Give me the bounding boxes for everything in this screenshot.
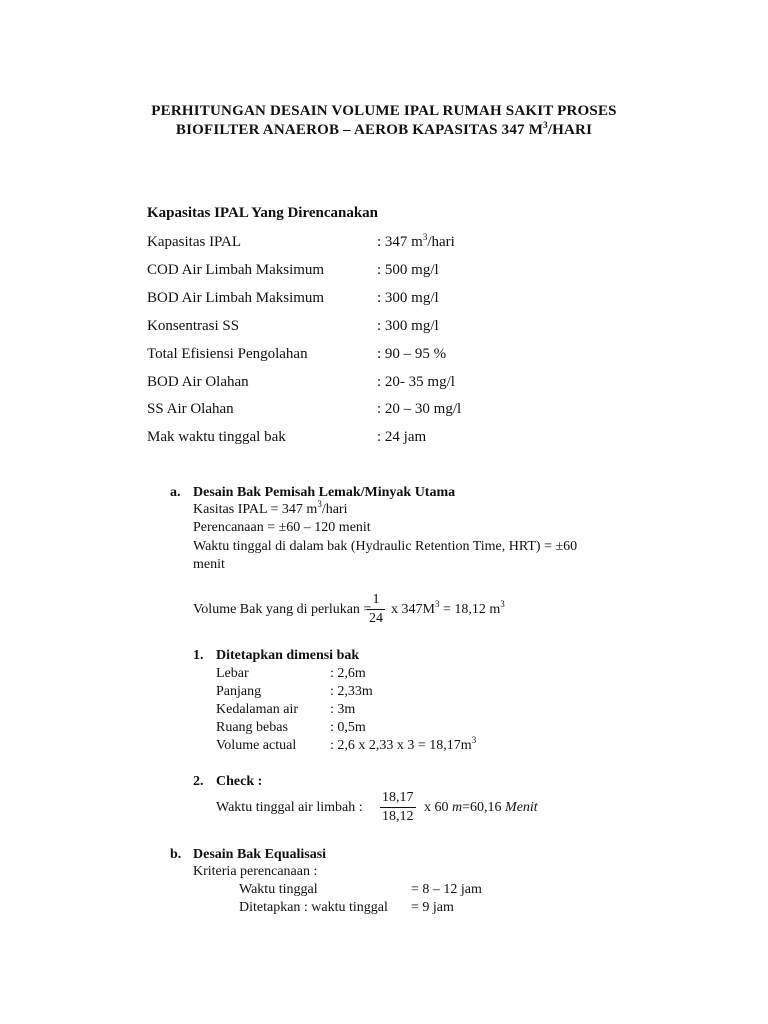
capacity-value: : 500 mg/l (377, 262, 439, 278)
section-b-criteria: Kriteria perencanaan : (193, 864, 318, 879)
capacity-value: : 20 – 30 mg/l (377, 401, 462, 417)
dimension-value (330, 735, 477, 754)
check-fraction (380, 789, 416, 826)
dimension-label: Volume actual (216, 738, 297, 753)
section-b-marker: b. (170, 847, 182, 862)
dimension-label: Ruang bebas (216, 720, 288, 735)
formula-fraction (367, 591, 385, 628)
capacity-superscript: 3 (317, 499, 322, 509)
dimension-value: : 3m (330, 702, 356, 717)
check-variable: m (452, 800, 463, 815)
capacity-label: COD Air Limbah Maksimum (147, 262, 325, 278)
capacity-value: : 90 – 95 % (377, 346, 447, 362)
dimension-value: : 2,33m (330, 684, 373, 699)
criteria-label: Waktu tinggal (239, 882, 318, 897)
title-text-end: /HARI (547, 122, 593, 138)
value-superscript: 3 (422, 232, 428, 242)
capacity-unit: /hari (321, 502, 348, 517)
capacity-value: : 300 mg/l (377, 290, 439, 306)
check-result: =60,16 (462, 800, 506, 815)
capacity-value (377, 234, 455, 251)
section-a-heading: Desain Bak Pemisah Lemak/Minyak Utama (193, 485, 456, 500)
section-a-planning-line: Perencanaan = ±60 – 120 menit (193, 520, 371, 535)
formula-rest (391, 599, 505, 618)
section-b-heading: Desain Bak Equalisasi (193, 847, 327, 862)
capacity-heading: Kapasitas IPAL Yang Direncanakan (147, 205, 379, 221)
section-a-marker: a. (170, 485, 181, 500)
capacity-label: Kapasitas IPAL (147, 234, 242, 250)
fraction-denominator: 18,12 (382, 809, 414, 824)
document-title-line-2 (0, 122, 768, 139)
formula-result: = 18,12 m (442, 602, 501, 617)
section-a-hrt-line-end: menit (193, 557, 225, 572)
volume-actual-superscript: 3 (471, 735, 477, 745)
capacity-label: BOD Air Limbah Maksimum (147, 290, 325, 306)
sub1-marker: 1. (193, 648, 204, 663)
section-a-hrt-line: Waktu tinggal di dalam bak (Hydraulic Retention Time, HRT) = ±60 (193, 539, 578, 554)
check-prefix: Waktu tinggal air limbah : (216, 800, 363, 815)
capacity-label: Konsentrasi SS (147, 318, 240, 334)
capacity-label: Mak waktu tinggal bak (147, 429, 286, 445)
capacity-label: BOD Air Olahan (147, 374, 249, 390)
dimension-value: : 0,5m (330, 720, 366, 735)
capacity-value: : 20- 35 mg/l (377, 374, 455, 390)
section-a-capacity-line (193, 499, 348, 518)
dimension-label: Lebar (216, 666, 249, 681)
capacity-value: : 300 mg/l (377, 318, 439, 334)
fraction-numerator: 18,17 (380, 789, 416, 808)
volume-actual-text: : 2,6 x 2,33 x 3 = 18,17m (330, 738, 472, 753)
capacity-label: Total Efisiensi Pengolahan (147, 346, 308, 362)
capacity-text: Kasitas IPAL = 347 m (193, 502, 318, 517)
dimension-label: Panjang (216, 684, 262, 699)
value-text: : 347 m (377, 234, 423, 250)
document-title-line-1: PERHITUNGAN DESAIN VOLUME IPAL RUMAH SAKIT PROSES (151, 103, 617, 119)
fraction-numerator: 1 (367, 591, 385, 610)
check-multiplier: x 60 (424, 800, 452, 815)
fraction-denominator: 24 (369, 611, 383, 626)
sub2-heading: Check : (216, 774, 263, 789)
dimension-value: : 2,6m (330, 666, 366, 681)
sub1-heading: Ditetapkan dimensi bak (216, 648, 360, 663)
formula-mid-superscript: 3 (434, 599, 440, 609)
sub2-marker: 2. (193, 774, 204, 789)
criteria-label: Ditetapkan : waktu tinggal (239, 900, 388, 915)
title-text: BIOFILTER ANAEROB – AEROB KAPASITAS 347 M (175, 122, 544, 138)
formula-mid: x 347M (391, 602, 435, 617)
capacity-label: SS Air Olahan (147, 401, 234, 417)
criteria-value: = 8 – 12 jam (411, 882, 482, 897)
capacity-value: : 24 jam (377, 429, 427, 445)
formula-result-superscript: 3 (500, 599, 505, 609)
criteria-value: = 9 jam (411, 900, 454, 915)
check-unit: Menit (505, 800, 538, 815)
check-rest (424, 800, 538, 816)
dimension-label: Kedalaman air (216, 702, 299, 717)
formula-prefix: Volume Bak yang di perlukan = (193, 602, 372, 617)
title-superscript: 3 (543, 120, 548, 130)
value-unit: /hari (427, 234, 455, 250)
